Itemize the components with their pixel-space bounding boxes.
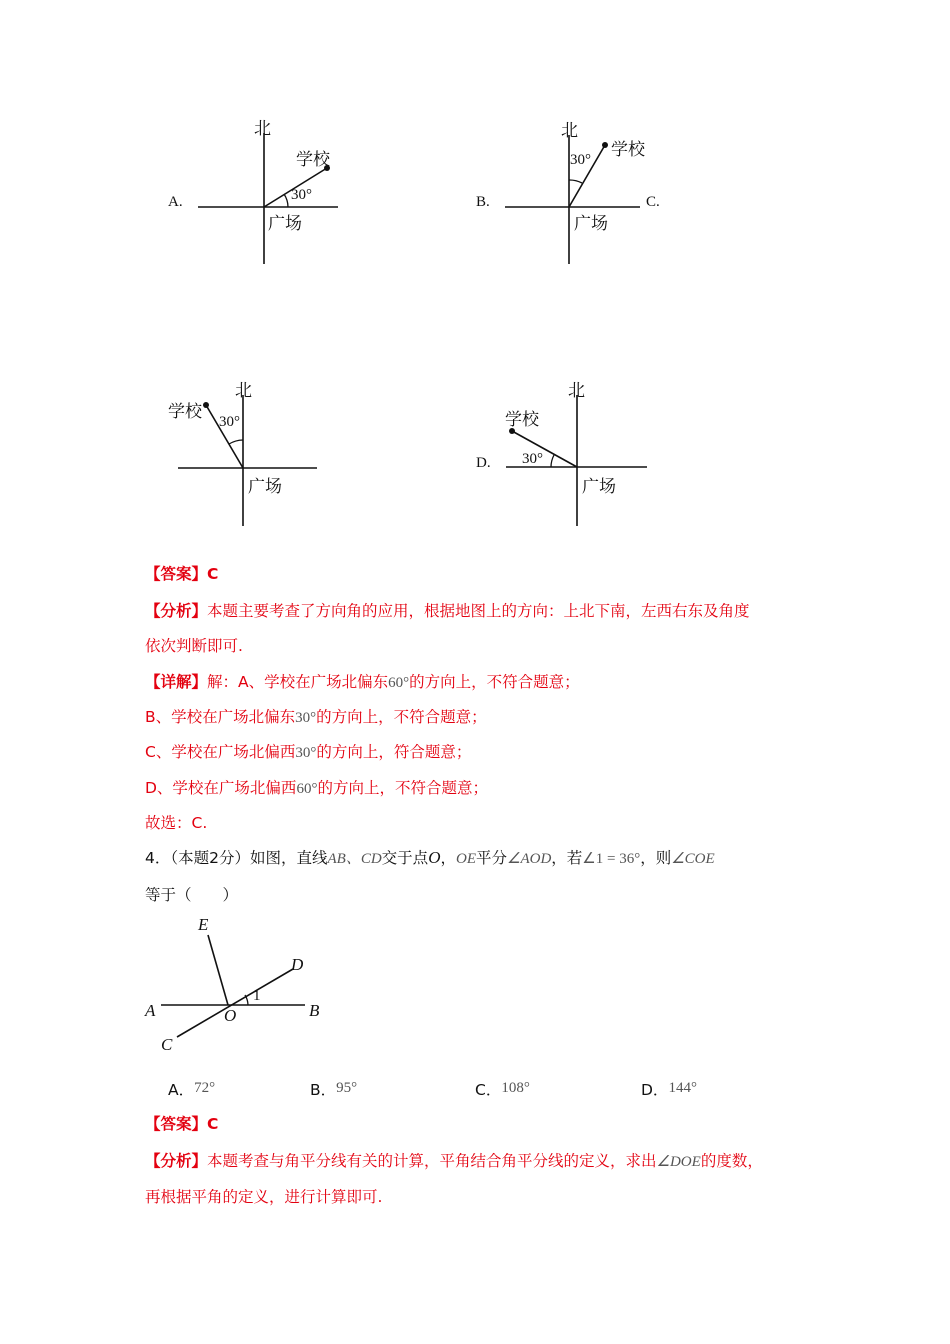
q4-choice-b-value: 95° [336,1080,358,1096]
q3-detail-b-val: 30° [295,710,317,726]
q4-target: ∠COE [671,851,715,867]
q4-choice-c[interactable] [475,1078,530,1100]
fig-b-angle-label: 30° [570,152,591,168]
option-c-label: C. [646,194,660,210]
q4-lines: AB、CD [327,851,382,867]
fig-d-school-label: 学校 [505,410,539,430]
q4-ray-oe [208,935,228,1005]
q4-angle-aod: ∠AOD [507,851,552,867]
q4-choice-a-value: 72° [194,1080,216,1096]
q4-label-c: C [161,1035,173,1054]
q3-detail-c [145,742,471,763]
fig-c-plaza-label: 广场 [248,477,282,497]
fig-c-angle-label: 30° [219,414,240,430]
direction-figures [0,0,950,540]
fig-c-school-label: 学校 [168,402,202,422]
fig-a-plaza-label: 广场 [268,214,302,234]
q4-stem-line1 [145,846,715,868]
q4-choice-b-label: B． [310,1081,337,1099]
q3-detail-d-val: 60° [296,781,318,797]
fig-d-plaza-label: 广场 [582,477,616,497]
q4-comma: ， [440,849,456,867]
q4-analysis-tag: 【分析】 [145,1152,208,1170]
q4-mid3: ，若 [551,849,583,867]
q4-mid2: 平分 [475,849,507,867]
q4-prefix: （本题2分）如图，直线 [170,849,328,867]
fig-a-angle-arc [284,194,288,207]
q3-detail-d-pre: D、学校在广场北偏西 [145,779,297,797]
q3-detail-c-val: 30° [295,745,317,761]
q4-choice-c-value: 108° [501,1080,530,1096]
q4-choice-b[interactable] [310,1078,357,1100]
q3-detail-a-pre: 解：A、学校在广场北偏东 [207,673,389,691]
q3-answer-tag: 【答案】 [145,565,208,583]
fig-c-angle-arc [229,440,243,444]
q3-detail-b-post: 的方向上，不符合题意； [316,708,487,726]
fig-a-north-label: 北 [254,119,271,139]
q4-label-a: A [145,1001,156,1020]
q4-stem-line2: 等于（ ） [145,886,239,904]
q4-choice-c-label: C． [475,1081,502,1099]
q4-choice-d-label: D． [641,1081,669,1099]
q3-detail-c-post: 的方向上，符合题意； [316,743,472,761]
fig-a-angle-label: 30° [291,187,312,203]
option-d-label: D. [476,455,491,471]
q3-detail-d [145,778,488,799]
q4-choice-d[interactable] [641,1078,697,1100]
q4-analysis-line2: 再根据平角的定义，进行计算即可. [145,1188,383,1206]
q4-bisector: OE [455,851,476,867]
q3-analysis-text: 本题主要考查了方向角的应用，根据地图上的方向：上北下南，左西右东及角度 [207,602,750,620]
q4-label-e: E [198,915,209,934]
fig-b-angle-arc [569,180,582,183]
fig-d-angle-arc [551,455,554,467]
q4-label-1: 1 [253,988,261,1004]
q3-detail-d-post: 的方向上，不符合题意； [317,779,488,797]
q4-analysis-post: 的度数， [700,1152,763,1170]
q3-conclusion: 故选：C. [145,814,208,832]
q4-analysis-pre: 本题考查与角平分线有关的计算，平角结合角平分线的定义，求出 [207,1152,657,1170]
q4-answer-tag: 【答案】 [145,1115,208,1133]
fig-c-school-dot [203,402,209,408]
q3-detail-a-post: 的方向上，不符合题意； [409,673,580,691]
option-a-label: A. [168,194,183,210]
q4-choice-d-value: 144° [668,1080,697,1096]
q3-detail-b-pre: B、学校在广场北偏东 [145,708,296,726]
q3-analysis-tag: 【分析】 [145,602,208,620]
q4-answer [145,1114,218,1134]
fig-b-plaza-label: 广场 [574,214,608,234]
q4-mid1: 交于点 [381,849,429,867]
q3-answer-value: C [207,565,219,583]
q4-point: O [428,848,441,867]
q4-label-d: D [291,955,304,974]
q4-label-b: B [309,1001,320,1020]
q3-analysis-line2: 依次判断即可. [145,637,243,655]
q3-analysis-line1 [145,601,750,621]
q4-given: ∠1 = 36° [582,851,641,867]
q4-line-cd [177,969,293,1037]
q3-detail-tag: 【详解】 [145,673,208,691]
q4-analysis-line1 [145,1151,763,1172]
q4-label-o: O [224,1006,237,1025]
q4-choice-a-label: A． [168,1081,195,1099]
q4-mid4: ，则 [640,849,672,867]
q4-answer-value: C [207,1115,219,1133]
fig-d-angle-label: 30° [522,451,543,467]
q3-detail-a [145,672,580,693]
q3-answer [145,564,218,584]
fig-a-school-label: 学校 [296,150,330,170]
q4-number: 4． [145,849,171,867]
q3-detail-b [145,707,487,728]
option-b-label: B. [476,194,490,210]
fig-b-school-label: 学校 [611,140,645,160]
q4-choice-a[interactable] [168,1078,215,1100]
fig-b-school-dot [602,142,608,148]
fig-d-north-label: 北 [568,381,585,401]
q3-detail-a-val: 60° [388,675,410,691]
fig-b-north-label: 北 [561,121,578,141]
fig-c-north-label: 北 [235,381,252,401]
q4-analysis-angle: ∠DOE [656,1154,701,1170]
q3-detail-c-pre: C、学校在广场北偏西 [145,743,296,761]
